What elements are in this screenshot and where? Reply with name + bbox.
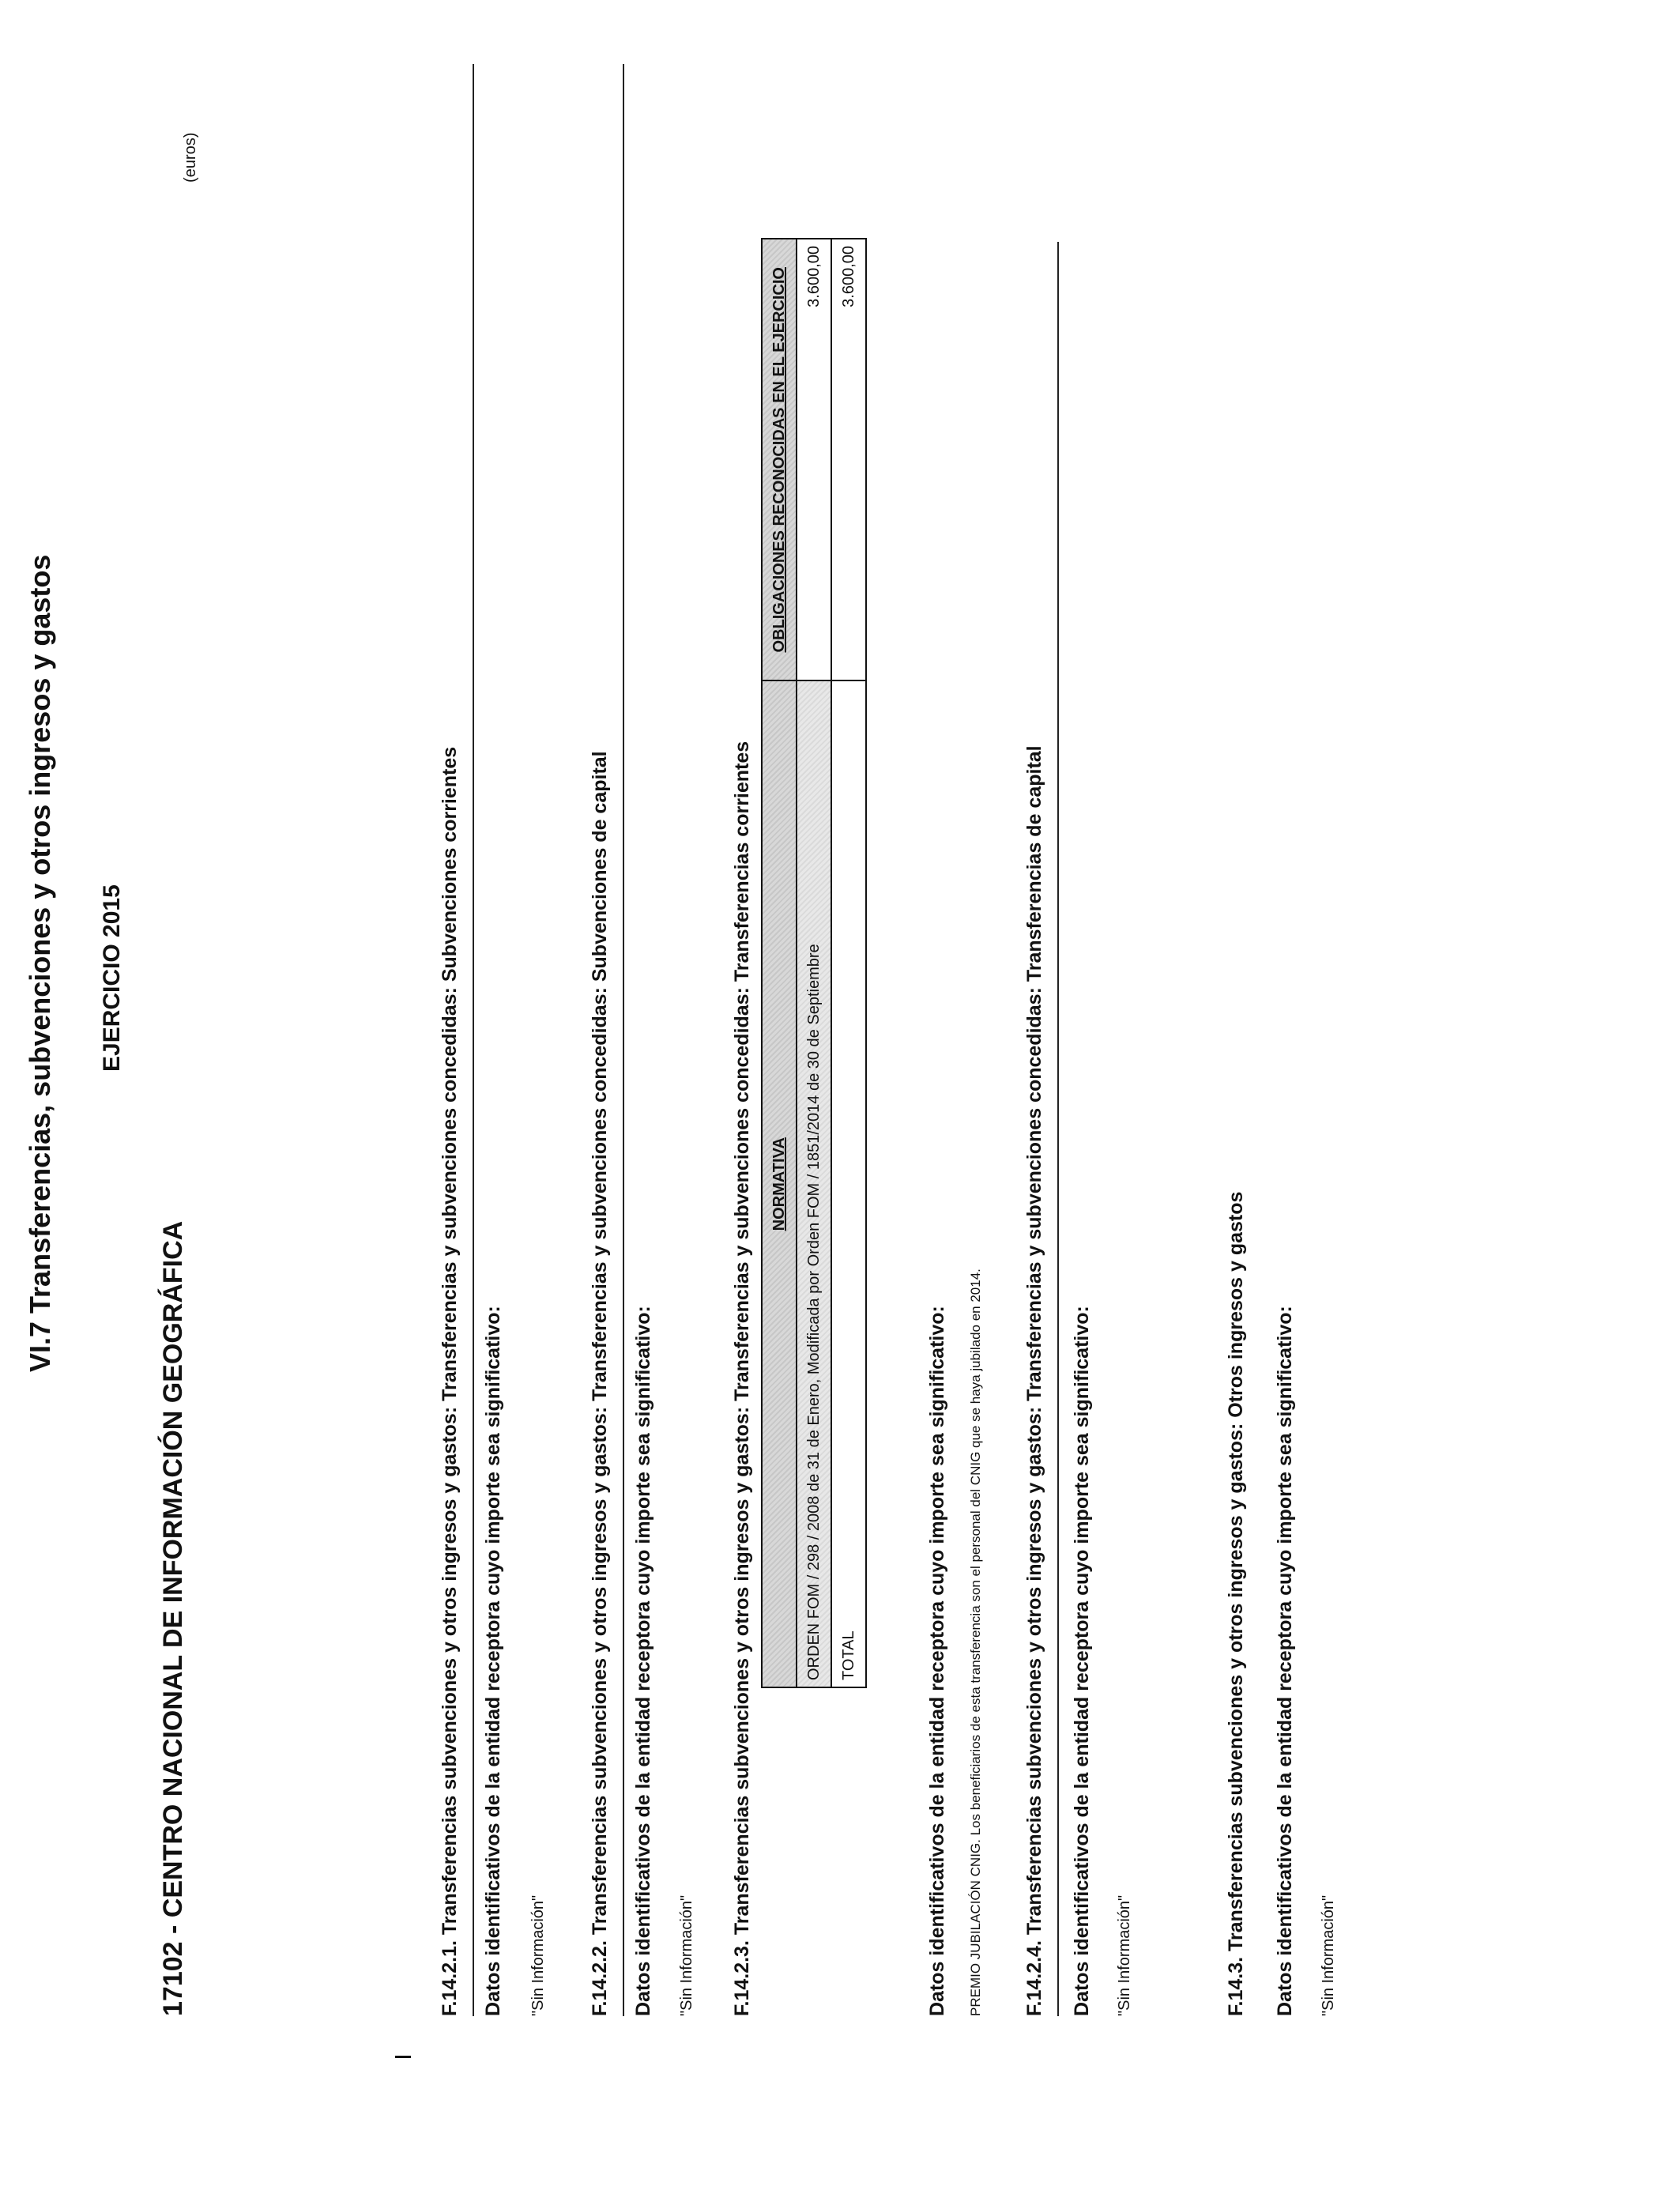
sin-informacion: "Sin Información"	[529, 1894, 547, 2016]
sin-informacion: "Sin Información"	[678, 1894, 695, 2016]
section-rule	[1057, 242, 1059, 2016]
datos-label: Datos identificativos de la entidad receptora cuyo importe sea significativo:	[926, 1306, 948, 2016]
section-heading-14-2-1: F.14.2.1. Transferencias subvenciones y otros ingresos y gastos: Transferencias y subvenciones concedidas: Subvenciones corrientes	[439, 746, 461, 2016]
normativa-cell: ORDEN FOM / 298 / 2008 de 31 de Enero, Modificada por Orden FOM / 1851/2014 de 30 de Septiembre	[797, 681, 831, 1688]
table-row	[797, 239, 831, 1687]
section-heading-14-2-2: F.14.2.2. Transferencias subvenciones y otros ingresos y gastos: Transferencias y subvenciones concedidas: Subvenciones de capital	[589, 751, 611, 2016]
sin-informacion: "Sin Información"	[1320, 1894, 1337, 2016]
page-title: VI.7 Transferencias, subvenciones y otros ingresos y gastos	[24, 554, 56, 1372]
section-heading-14-2-4: F.14.2.4. Transferencias subvenciones y otros ingresos y gastos: Transferencias y subvenciones concedidas: Transferencias de capital	[1023, 745, 1045, 2016]
datos-label: Datos identificativos de la entidad receptora cuyo importe sea significativo:	[1071, 1306, 1093, 2016]
column-header-normativa: NORMATIVA	[762, 681, 797, 1688]
section-heading-14-2-3: F.14.2.3. Transferencias subvenciones y otros ingresos y gastos: Transferencias y subvenciones concedidas: Transferencias corrientes	[731, 741, 753, 2016]
section-rule	[473, 64, 474, 2016]
organization-name: 17102 - CENTRO NACIONAL DE INFORMACIÓN GEOGRÁFICA	[158, 1220, 188, 2016]
datos-label: Datos identificativos de la entidad receptora cuyo importe sea significativo:	[1274, 1306, 1296, 2016]
fiscal-year: EJERCICIO 2015	[99, 884, 125, 1072]
sin-informacion: "Sin Información"	[1116, 1894, 1133, 2016]
total-value: 3.600,00	[831, 239, 866, 681]
margin-mark	[395, 2056, 411, 2058]
section-rule	[623, 64, 624, 2016]
total-row	[831, 239, 866, 1687]
normativa-table	[761, 238, 867, 1688]
section-heading-14-3: F.14.3. Transferencias subvenciones y otros ingresos y gastos: Otros ingresos y gastos	[1225, 1191, 1247, 2016]
currency-unit: (euros)	[182, 132, 199, 183]
datos-label: Datos identificativos de la entidad receptora cuyo importe sea significativo:	[482, 1306, 504, 2016]
datos-label: Datos identificativos de la entidad receptora cuyo importe sea significativo:	[632, 1306, 654, 2016]
total-label: TOTAL	[831, 681, 866, 1688]
importe-cell: 3.600,00	[797, 239, 831, 681]
premio-jubilacion-text: PREMIO JUBILACIÓN CNIG. Los beneficiarios de esta transferencia son el personal del CNIG que se haya jubilado en 2014.	[968, 1269, 983, 2016]
column-header-obligaciones: OBLIGACIONES RECONOCIDAS EN EL EJERCICIO	[762, 239, 797, 681]
